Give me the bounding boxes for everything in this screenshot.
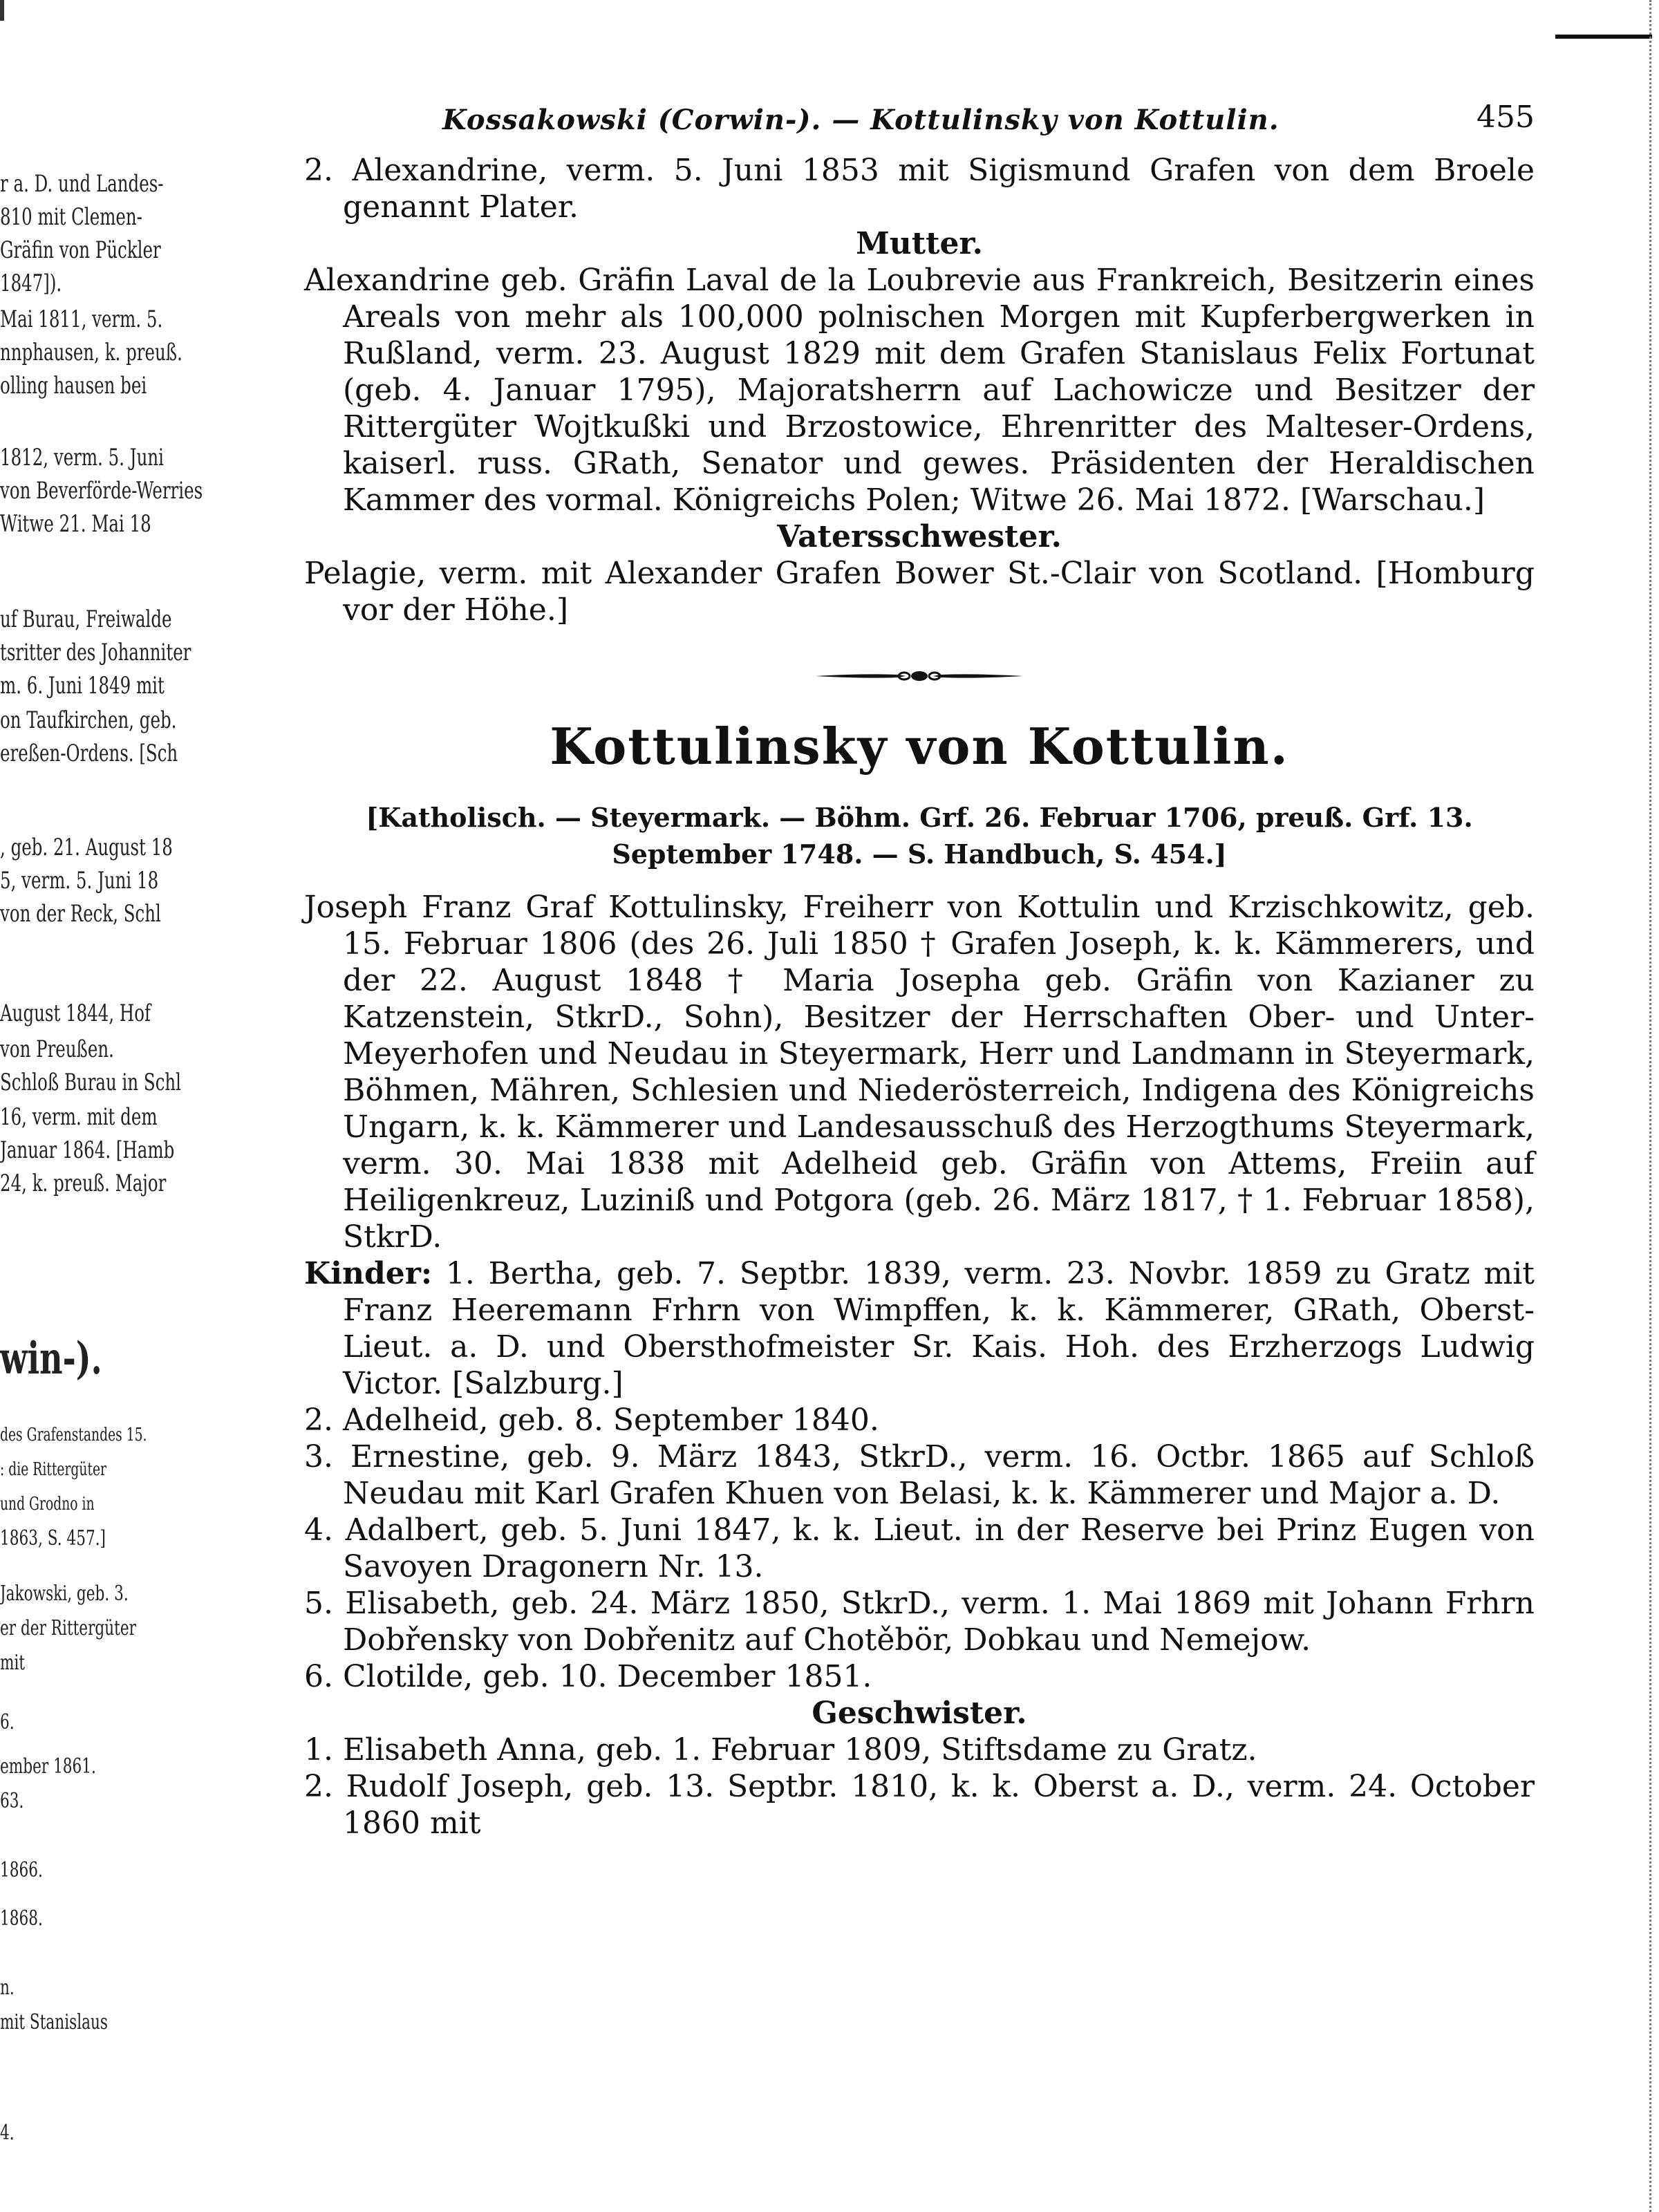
fragment-line: 1863, S. 457.] [0,1526,106,1550]
fragment-line: r a. D. und Landes- [0,170,164,198]
fragment-line: 810 mit Clemen- [0,203,142,231]
running-head-title: Kossakowski (Corwin-). — Kottulinsky von Kottulin. [442,104,1280,136]
fragment-line: und Grodno in [0,1494,95,1515]
fragment-line: 1866. [0,1858,43,1882]
fragment-line: mit Stanislaus [0,2010,108,2034]
kinder-first-text: 1. Bertha, geb. 7. Septbr. 1839, verm. 23. Novbr. 1859 zu Gratz mit Franz Heeremann Frhrn von Wimpffen, k. k. Kämmerer, GRath, Oberst-Lieut. a. D. und Obersthofmeister Sr. Kais. Hoh. des Erzherzogs Ludwig Victor. [Salzburg.] [343,1256,1535,1401]
fragment-line: : die Rittergüter [0,1459,107,1480]
fragment-line: des Grafenstandes 15. [0,1425,147,1445]
fragment-line: ember 1861. [0,1754,96,1779]
family-title: Kottulinsky von Kottulin. [550,717,1289,776]
fragment-line: tsritter des Johanniter [0,639,191,666]
fragment-line: Mai 1811, verm. 5. [0,306,163,333]
list-item: 4. Adalbert, geb. 5. Juni 1847, k. k. Lieut. in der Reserve bei Prinz Eugen von Savoyen Dragonern Nr. 13. [304,1512,1535,1584]
fragment-line: von der Reck, Schl [0,900,161,928]
fragment-line: Januar 1864. [Hamb [0,1136,175,1164]
page-number: 455 [1477,100,1535,135]
list-item: 3. Ernestine, geb. 9. März 1843, StkrD., verm. 16. Octbr. 1865 auf Schloß Neudau mit Karl Grafen Khuen von Belasi, k. k. Kämmerer und Major a. D. [304,1439,1535,1511]
fragment-line: nnphausen, k. preuß. [0,339,182,366]
geschwister-heading: Geschwister. [812,1696,1027,1731]
fragment-line: m. 6. Juni 1849 mit [0,672,165,700]
geschwister-list [304,1732,1535,1841]
list-item: 2. Rudolf Joseph, geb. 13. Septbr. 1810, k. k. Oberst a. D., verm. 24. October 1860 mit [304,1769,1535,1841]
running-head [304,90,1535,152]
fragment-line: 63. [0,1789,24,1813]
fragment-line: 5, verm. 5. Juni 18 [0,867,159,894]
fragment-line: 1847]). [0,270,62,297]
list-item: 2. Adelheid, geb. 8. September 1840. [304,1403,879,1438]
list-item: 5. Elisabeth, geb. 24. März 1850, StkrD., verm. 1. Mai 1869 mit Johann Frhrn Dobřensky von Dobřenitz auf Chotěbör, Dobkau und Nemejow. [304,1586,1535,1658]
scan-edge-mark [0,0,4,21]
mutter-heading: Mutter. [856,226,983,261]
fragment-line: Witwe 21. Mai 18 [0,510,151,538]
fragment-line: von Preußen. [0,1035,114,1063]
fragment-line: Schloß Burau in Schl [0,1069,182,1096]
fragment-line: 6. [0,1710,15,1734]
kinder-label: Kinder: [304,1256,433,1291]
fragment-line: n. [0,1976,15,2000]
kinder-first-entry [304,1255,1535,1402]
fragment-line: von Beverförde-Werries [0,477,203,505]
page-fold-line [1649,0,1651,2212]
head-of-family-entry: Joseph Franz Graf Kottulinsky, Freiherr von Kottulin und Krzischkowitz, geb. 15. Februar 1806 (des 26. Juli 1850 † Grafen Joseph, k. k. Kämmerers, und der 22. August 1848 † Maria Josepha geb. Gräfin von Kazianer zu Katzenstein, StkrD., Sohn), Besitzer der Herrschaften Ober- und Unter-Meyerhofen und Neudau in Steyermark, Herr und Landmann in Steyermark, Böhmen, Mähren, Schlesien und Niederösterreich, Indigena des Königreichs Ungarn, k. k. Kämmerer und Landesausschuß des Herzogthums Steyermark, verm. 30. Mai 1838 mit Adelheid geb. Gräfin von Attems, Freiin auf Heiligenkreuz, Luziniß und Potgora (geb. 26. März 1817, † 1. Februar 1858), StkrD. [304,890,1535,1255]
fragment-line: 1812, verm. 5. Juni [0,444,164,471]
fragment-line: mit [0,1651,26,1675]
fragment-line: olling hausen bei [0,372,147,400]
fragment-heading: win-). [0,1333,102,1385]
facing-page-fragment [0,166,207,2171]
fragment-line: 1868. [0,1906,43,1931]
fragment-line: uf Burau, Freiwalde [0,606,172,633]
fragment-line: 24, k. preuß. Major [0,1170,167,1197]
kossakowski-child-entry: 2. Alexandrine, verm. 5. Juni 1853 mit Sigismund Grafen von dem Broele genannt Plater. [304,153,1535,225]
kinder-list [304,1402,1535,1695]
fragment-line: on Taufkirchen, geb. [0,706,177,734]
family-meta: [Katholisch. — Steyermark. — Böhm. Grf. 26. Februar 1706, preuß. Grf. 13. September 1748. — S. Handbuch, S. 454.] [366,802,1473,870]
fragment-line: Gräfin von Pückler [0,236,161,264]
fragment-line: ereßen-Ordens. [Sch [0,740,178,767]
fragment-line: 4. [0,2121,15,2145]
fragment-line: 16, verm. mit dem [0,1103,158,1131]
mutter-entry: Alexandrine geb. Gräfin Laval de la Loubrevie aus Frankreich, Besitzerin eines Areals von mehr als 100,000 polnischen Morgen mit Kupferbergwerken in Rußland, verm. 23. August 1829 mit dem Grafen Stanislaus Felix Fortunat (geb. 4. Januar 1795), Majoratsherrn auf Lachowicze und Besitzer der Rittergüter Wojtkußki und Brzostowice, Ehrenritter des Malteser-Ordens, kaiserl. russ. GRath, Senator und gewes. Präsidenten der Heraldischen Kammer des vormal. Königreichs Polen; Witwe 26. Mai 1872. [Warschau.] [304,263,1535,518]
fragment-line: Jakowski, geb. 3. [0,1582,129,1606]
list-item: 6. Clotilde, geb. 10. December 1851. [304,1659,872,1694]
fragment-line: August 1844, Hof [0,1000,151,1027]
page-content [304,90,1535,1841]
vaterschwester-entry: Pelagie, verm. mit Alexander Grafen Bower St.-Clair von Scotland. [Homburg vor der Höhe.] [304,556,1535,628]
vaterschwester-heading: Vatersschwester. [777,519,1062,554]
list-item: 1. Elisabeth Anna, geb. 1. Februar 1809, Stiftsdame zu Gratz. [304,1732,1257,1768]
divider-ornament-icon [816,666,1023,686]
scan-corner-mark [1555,35,1652,39]
ornamental-divider [816,666,1023,686]
fragment-line: , geb. 21. August 18 [0,834,173,861]
fragment-line: er der Rittergüter [0,1616,136,1640]
